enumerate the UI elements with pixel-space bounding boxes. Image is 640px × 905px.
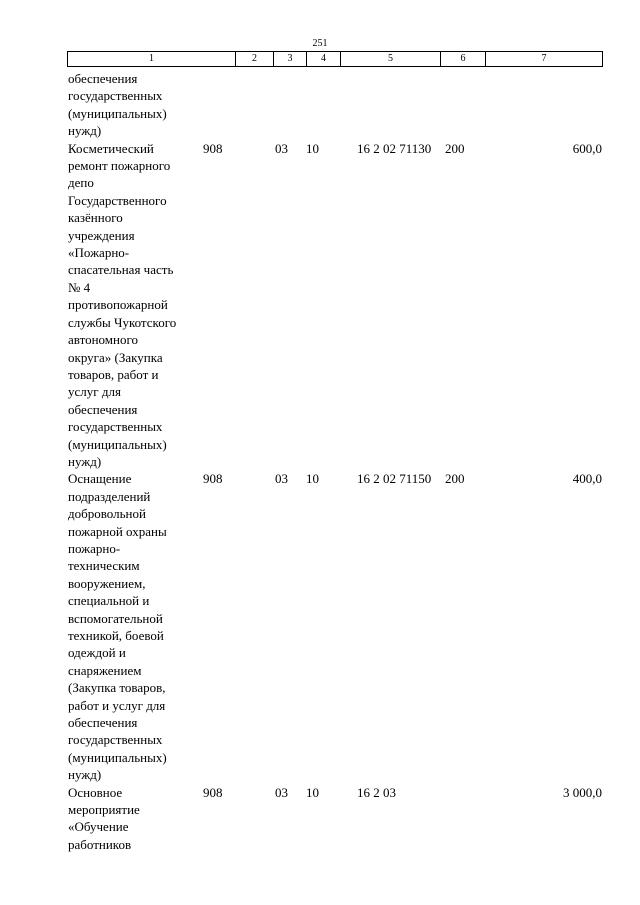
row-ministry: 908 <box>203 140 223 156</box>
page-number: 251 <box>312 38 328 49</box>
header-col-3: 3 <box>274 52 307 67</box>
row-sum: 3 000,0 <box>563 784 602 800</box>
row-name: Основное мероприятие «Обучение работников <box>68 784 140 852</box>
header-col-6: 6 <box>441 52 486 67</box>
header-col-1: 1 <box>68 52 236 67</box>
row-section: 03 <box>275 471 288 487</box>
row-type: 200 <box>445 471 465 487</box>
header-col-4: 4 <box>307 52 341 67</box>
row-subsection: 10 <box>306 784 319 800</box>
row-type: 200 <box>445 140 465 156</box>
row-ministry: 908 <box>203 471 223 487</box>
header-row <box>68 52 603 67</box>
row-name: Оснащение подразделений добровольной пожарной охраны пожарно- техническим вооружением, специальной и вспомогательной техникой, боевой одеждой и снаряжением (Закупка товаров, работ и услуг для обеспечения государственных (муниципальных) нужд) <box>68 471 167 783</box>
row-ministry: 908 <box>203 784 223 800</box>
row-name: обеспечения государственных (муниципальных) нужд) <box>68 71 167 139</box>
table-row <box>0 70 640 140</box>
row-target: 16 2 02 71130 <box>357 140 432 156</box>
row-sum: 600,0 <box>572 140 602 156</box>
row-sum: 400,0 <box>572 471 602 487</box>
row-section: 03 <box>275 140 288 156</box>
header-col-7: 7 <box>486 52 603 67</box>
row-target: 16 2 02 71150 <box>357 471 432 487</box>
row-subsection: 10 <box>306 140 319 156</box>
row-section: 03 <box>275 784 288 800</box>
table-row <box>0 140 640 471</box>
header-col-2: 2 <box>236 52 274 67</box>
header-col-5: 5 <box>341 52 441 67</box>
row-target: 16 2 03 <box>357 784 396 800</box>
table-row <box>0 784 640 854</box>
row-subsection: 10 <box>306 471 319 487</box>
table-header <box>67 51 603 67</box>
table-body <box>0 70 640 853</box>
table-row <box>0 470 640 783</box>
row-name: Косметический ремонт пожарного депо Государственного казённого учреждения «Пожарно- спасательная часть № 4 противопожарной службы Чукотского автономного округа» (Закупка товаров, работ и услуг для обеспечения государственных (муниципальных) нужд) <box>68 140 177 469</box>
